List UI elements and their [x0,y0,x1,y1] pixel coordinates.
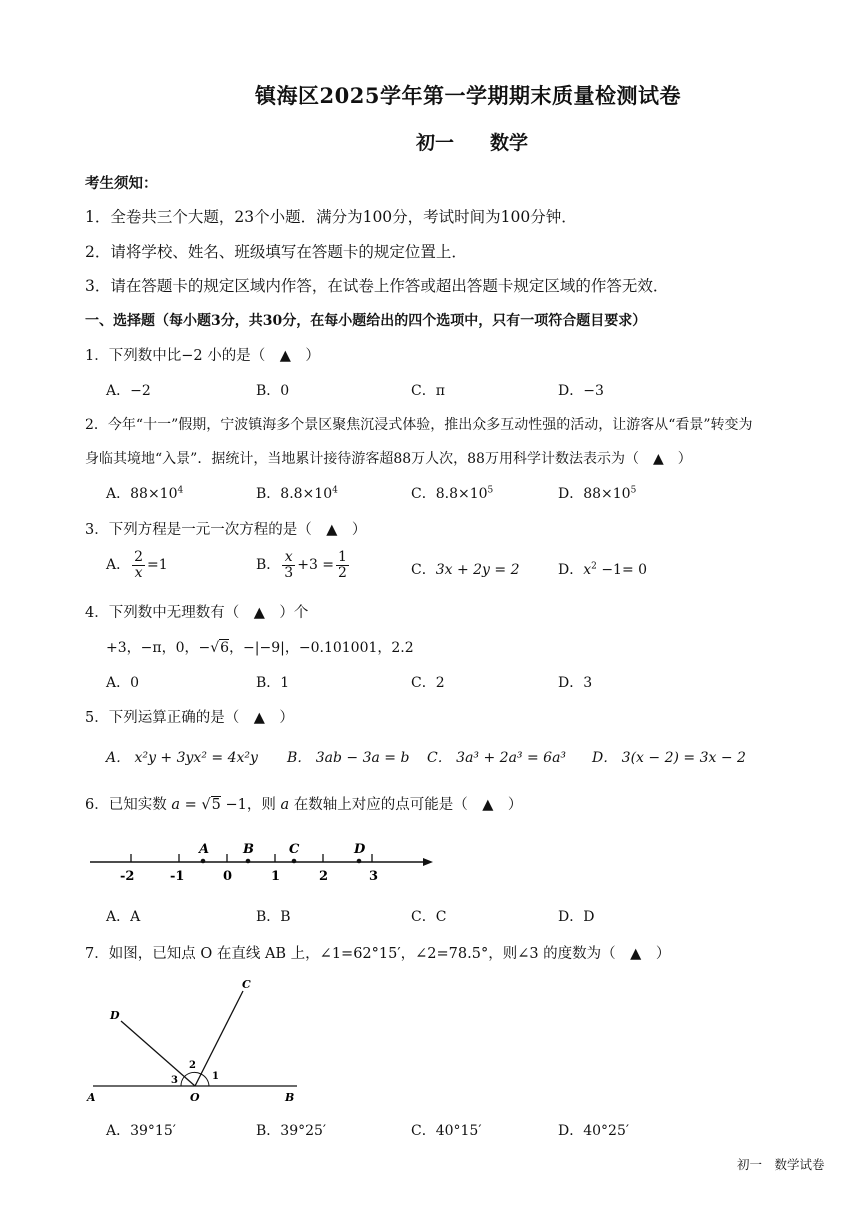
tick-label: 0 [223,869,233,884]
q3-a-denominator: x [134,564,143,581]
subject-label: 数学 [490,132,529,154]
tick-label: -2 [120,869,135,884]
point-a-label: A [199,842,210,857]
q3-option-d-pre: x [583,562,592,578]
q3-option-c-label: C． [411,562,436,578]
q2-option-b [256,483,338,503]
q6-eq: = [180,797,202,813]
q7-option-d: D．40°25′ [558,1123,630,1139]
question-2-stem-line1: 2．今年“十一”假期，宁波镇海多个景区聚焦沉浸式体验，推出众多互动性强的活动，让游客从“看景”转变为 [85,417,753,433]
q2-option-d [558,483,636,503]
q2-option-b-exp: 4 [332,485,338,496]
q4-option-c: C．2 [411,675,445,691]
q4-list-post: ，−|−9|，−0.101001，2.2 [229,640,414,656]
angle-figure [85,975,315,1105]
q4-number-list [106,637,414,657]
sqrt-symbol: √ [201,797,211,813]
q3-option-d-label: D． [558,562,584,578]
q2-option-d-exp: 5 [630,485,637,496]
q6-var-a: a [171,797,180,813]
angle-1-arc [201,1074,209,1086]
q2-option-a-exp: 4 [177,485,184,496]
q2-option-d-label: D． [558,486,584,502]
grade-label: 初一 [416,132,455,154]
label-b: B [285,1091,295,1104]
q3-option-b [256,550,351,580]
point-b-label: B [243,842,254,857]
q3-option-d-post: −1= 0 [596,562,648,578]
q2-option-a-base: 88×10 [130,486,178,502]
q7-option-b: B．39°25′ [256,1123,327,1139]
q5-option-b: B． 3ab − 3a = b [287,750,410,766]
q2-option-b-base: 8.8×10 [280,486,333,502]
point-d-label: D [354,842,366,857]
q5-option-a: A． x²y + 3yx² = 4x²y [106,750,258,766]
label-c: C [242,978,251,991]
q2-option-c-base: 8.8×10 [435,486,488,502]
q3-option-d [558,559,647,579]
label-a: A [87,1091,96,1104]
q3-option-d-exp: 2 [591,561,597,572]
ray-oc [195,991,243,1086]
question-5-stem: 5．下列运算正确的是（ ▲ ） [85,710,294,726]
q5-option-c: C． 3a³ + 2a³ = 6a³ [427,750,567,766]
sqrt-symbol: √ [210,640,220,656]
q4-list-pre: +3，−π，0，− [106,640,211,656]
angle-2-arc [184,1072,201,1077]
q3-option-b-label: B． [256,557,281,574]
q4-sqrt-arg: 6 [220,640,230,656]
q1-option-c: C．π [411,383,445,399]
q2-option-c-label: C． [411,486,436,502]
tick-label: 3 [369,869,379,884]
notice-item-3: 3．请在答题卡的规定区域内作答，在试卷上作答或超出答题卡规定区域的作答无效． [85,277,669,295]
q3-option-a-rest: =1 [147,557,168,574]
q3-option-c-expr: 3x + 2y = 2 [435,562,520,578]
question-2-stem-line2: 身临其境地“入景”．据统计，当地累计接待游客超88万人次，88万用科学计数法表示为（ ▲ ） [85,451,692,467]
question-1-stem: 1．下列数中比−2 小的是（ ▲ ） [85,348,320,364]
point-c-dot [292,859,297,864]
q3-option-b-fraction2 [336,550,349,580]
q3-a-numerator: 2 [134,549,144,565]
q7-option-a: A．39°15′ [106,1123,176,1139]
tick-label: -1 [170,869,185,884]
q4-option-d: D．3 [558,675,593,691]
tick-label: 1 [271,869,281,884]
question-3-stem: 3．下列方程是一元一次方程的是（ ▲ ） [85,522,367,538]
q6-option-a: A．A [106,909,141,925]
page-title: 镇海区2025学年第一学期期末质量检测试卷 [255,83,681,108]
notice-heading: 考生须知： [85,175,158,192]
point-d-dot [357,859,362,864]
point-b-dot [246,859,251,864]
q4-option-a: A．0 [106,675,140,691]
q2-option-d-base: 88×10 [583,486,631,502]
q6-option-c: C．C [411,909,447,925]
angle-2-label: 2 [189,1060,196,1071]
q6-stem-mid: −1，则 [220,797,281,813]
section-heading: 一、选择题（每小题3分，共30分，在每小题给出的四个选项中，只有一项符合题目要求） [85,313,647,329]
q3-option-a-label: A． [106,557,131,574]
angle-3-label: 3 [171,1075,178,1086]
q2-option-b-label: B． [256,486,281,502]
notice-item-1: 1．全卷共三个大题，23个小题．满分为100分，考试时间为100分钟． [85,208,577,226]
q2-option-a [106,483,183,503]
q6-sqrt-arg: 5 [211,797,221,813]
q3-b-numerator2: 1 [338,549,347,565]
q6-stem-pre: 6．已知实数 [85,797,172,813]
number-line-figure [85,836,445,886]
q3-option-c [411,559,520,579]
q1-option-a: A．−2 [106,383,151,399]
q2-option-c-exp: 5 [487,485,494,496]
q4-option-b: B．1 [256,675,290,691]
q3-option-a [106,550,168,580]
q6-var-a2: a [280,797,290,813]
question-6-stem [85,793,522,814]
question-7-stem: 7．如图，已知点 O 在直线 AB 上，∠1=62°15′，∠2=78.5°，则∠3 的度数为（ ▲ ） [85,946,671,962]
q6-option-b: B．B [256,909,291,925]
question-4-stem: 4．下列数中无理数有（ ▲ ）个 [85,605,309,621]
q5-option-d: D． 3(x − 2) = 3x − 2 [592,750,746,766]
q3-b-denominator2: 2 [338,564,347,581]
point-a-dot [201,859,206,864]
q3-b-numerator: x [282,550,295,566]
q6-stem-post: 在数轴上对应的点可能是（ ▲ ） [289,797,523,813]
label-o: O [190,1091,200,1104]
footer-label: 初一 数学试卷 [737,1157,825,1172]
q1-option-d: D．−3 [558,383,604,399]
label-d: D [110,1009,120,1022]
tick-label: 2 [319,869,329,884]
ray-od [121,1021,195,1086]
q6-option-d: D．D [558,909,595,925]
q3-b-denominator: 3 [284,564,294,581]
q1-option-b: B．0 [256,383,290,399]
q2-option-c [411,483,493,503]
q3-option-a-fraction [132,550,145,580]
q3-option-b-mid: +3 = [297,557,335,574]
point-c-label: C [289,842,300,857]
q7-option-c: C．40°15′ [411,1123,482,1139]
notice-item-2: 2．请将学校、姓名、班级填写在答题卡的规定位置上． [85,243,467,261]
angle-3-arc [181,1077,184,1086]
q2-option-a-label: A． [106,486,131,502]
q3-option-b-fraction1 [282,550,295,580]
number-line-arrow [423,858,433,866]
angle-1-label: 1 [212,1071,219,1082]
